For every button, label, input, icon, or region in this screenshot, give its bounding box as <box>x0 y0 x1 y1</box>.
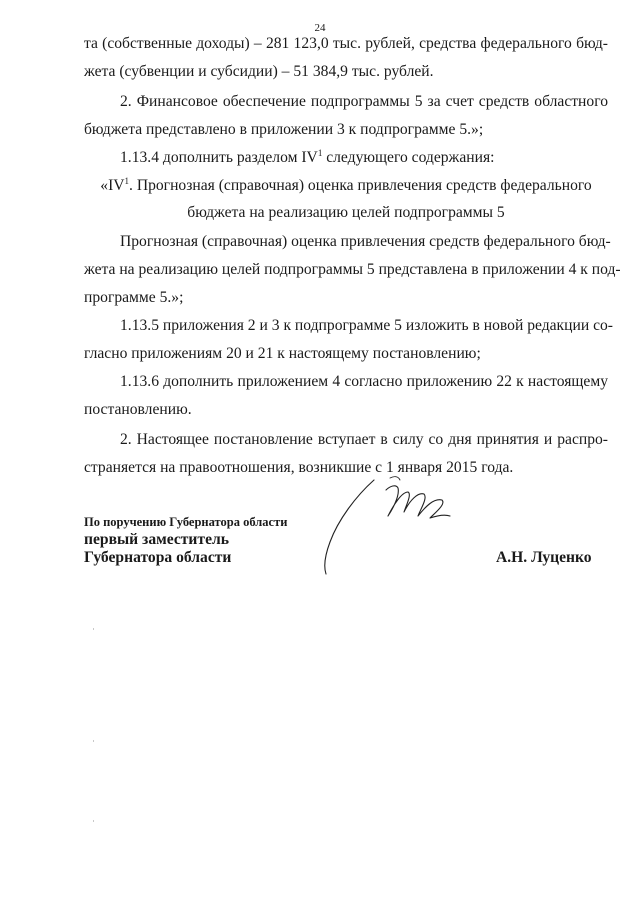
text-line: Прогнозная (справочная) оценка привлечения средств федерального бюд- <box>120 233 611 250</box>
text-line: программе 5.»; <box>84 289 184 306</box>
text-line <box>120 148 608 168</box>
text-line: жета (субвенции и субсидии) – 51 384,9 тыс. рублей. <box>84 63 434 80</box>
signatory-role-line: Губернатора области <box>84 549 232 566</box>
section-heading-line <box>84 176 608 196</box>
text-line: гласно приложениям 20 и 21 к настоящему постановлению; <box>84 345 481 362</box>
signatory-name: А.Н. Луценко <box>496 549 592 566</box>
text-segment: следующего содержания: <box>322 149 495 166</box>
handwritten-signature <box>316 470 456 580</box>
text-line: бюджета представлено в приложении 3 к подпрограмме 5.»; <box>84 121 484 138</box>
scan-speck <box>93 740 94 742</box>
superscript: 1 <box>124 175 130 186</box>
text-line: постановлению. <box>84 401 192 418</box>
text-segment: 1.13.4 дополнить разделом IV <box>120 149 318 166</box>
text-segment: . Прогнозная (справочная) оценка привлечения средств федерального <box>129 177 592 194</box>
text-segment: «IV <box>100 177 125 194</box>
text-line: 2. Настоящее постановление вступает в силу со дня принятия и распро- <box>120 431 608 448</box>
signatory-role-line: первый заместитель <box>84 531 229 548</box>
page-number: 24 <box>314 22 326 34</box>
text-line: 1.13.6 дополнить приложением 4 согласно приложению 22 к настоящему <box>120 373 608 390</box>
text-line: 2. Финансовое обеспечение подпрограммы 5 за счет средств областного <box>120 93 608 110</box>
text-line: та (собственные доходы) – 281 123,0 тыс. рублей, средства федерального бюд- <box>84 35 608 52</box>
text-line: 1.13.5 приложения 2 и 3 к подпрограмме 5 изложить в новой редакции со- <box>120 317 613 334</box>
section-heading-line: бюджета на реализацию целей подпрограммы 5 <box>187 204 505 221</box>
superscript: 1 <box>317 147 323 158</box>
text-line: страняется на правоотношения, возникшие с 1 января 2015 года. <box>84 459 514 476</box>
signatory-role-line: По поручению Губернатора области <box>84 515 288 529</box>
scan-speck <box>93 820 94 822</box>
text-line: жета на реализацию целей подпрограммы 5 представлена в приложении 4 к под- <box>84 261 621 278</box>
scan-speck <box>93 628 94 630</box>
